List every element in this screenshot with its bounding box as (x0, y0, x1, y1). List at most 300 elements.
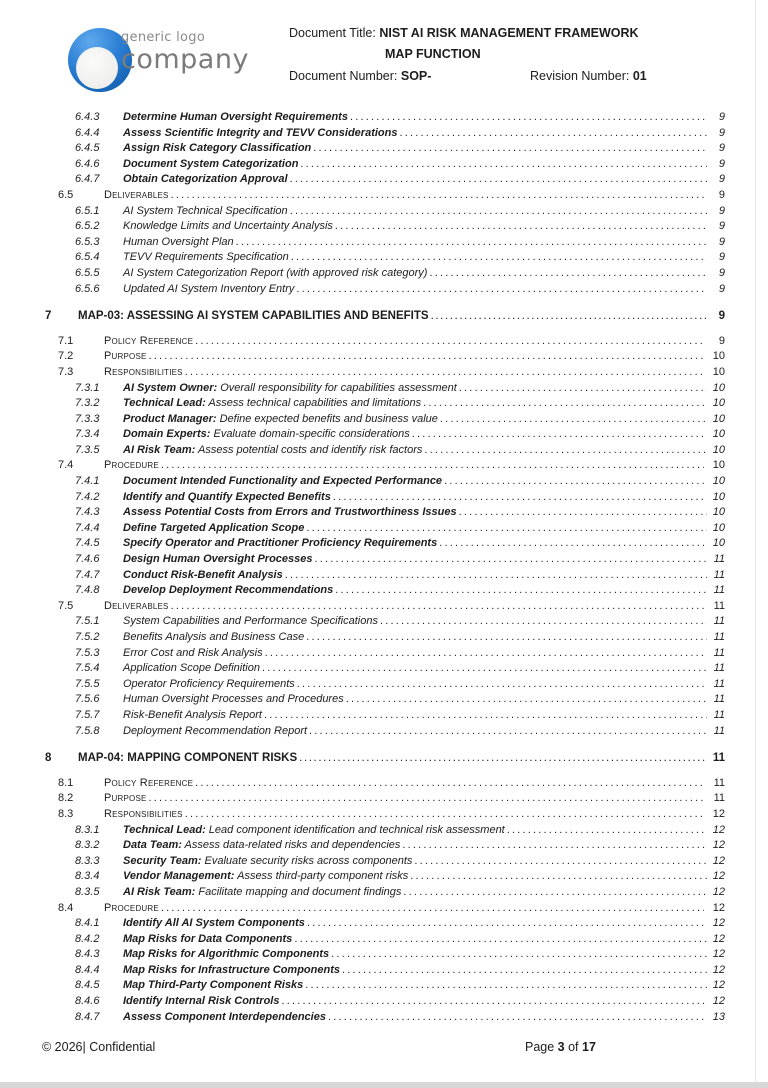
page-label: Page (525, 1040, 558, 1054)
toc-entry-title: Develop Deployment Recommendations (123, 584, 334, 597)
toc-entry-number: 8.4.4 (75, 963, 100, 976)
toc-page-number: 10 (712, 443, 725, 456)
toc-entry-title: Map Risks for Data Components (123, 932, 293, 945)
toc-entry-number: 8.4 (58, 901, 74, 914)
toc-dot-leader (313, 141, 707, 157)
toc-entry-title (123, 838, 400, 854)
toc-entry-title: Define Targeted Application Scope (123, 521, 305, 534)
toc-entry-number: 8.4.5 (75, 979, 100, 992)
toc-page-number: 10 (712, 397, 725, 410)
toc-entry-number: 6.5.6 (75, 282, 100, 295)
toc-entry-number: 6.4.5 (75, 142, 100, 155)
toc-entry-title: Human Oversight Plan (123, 235, 234, 248)
toc-entry-number: 8.4.2 (75, 932, 100, 945)
toc-page-number: 12 (712, 948, 725, 961)
toc-entry-title: AI System Categorization Report (with approved risk category) (123, 266, 428, 279)
toc-dot-leader (402, 838, 707, 854)
toc-entry-number: 7.4.7 (75, 568, 100, 581)
toc-entry-title: Conduct Risk-Benefit Analysis (123, 568, 283, 581)
toc-entry-number: 8.1 (58, 776, 74, 789)
toc-page-number: 11 (713, 792, 725, 805)
toc-page-number: 12 (712, 932, 725, 945)
copyright-text: © 2026| Confidential (42, 1040, 156, 1054)
toc-dot-leader (412, 427, 707, 443)
toc-entry-title: Procedure (104, 459, 159, 472)
toc-page-number: 10 (712, 521, 725, 534)
toc-page-number: 11 (713, 553, 725, 566)
toc-entry-title: Purpose (104, 350, 147, 363)
toc-entry-number: 7.3.2 (75, 397, 100, 410)
toc-entry-title: Deployment Recommendation Report (123, 724, 308, 737)
toc-entry-title: Document System Categorization (123, 157, 299, 170)
toc-entry[interactable] (45, 751, 725, 767)
toc-page-number: 10 (712, 490, 725, 503)
toc-entry-number: 7.1 (58, 334, 74, 347)
toc-dot-leader (331, 947, 707, 963)
toc-dot-leader (161, 458, 704, 474)
toc-page-number: 13 (712, 1010, 725, 1023)
toc-entry-title (123, 443, 422, 459)
document-header (0, 0, 768, 110)
toc-dot-leader (185, 365, 704, 381)
toc-entry-title: Responsibilities (104, 807, 183, 820)
toc-entry-title: Assign Risk Category Classification (123, 142, 312, 155)
toc-dot-leader (423, 396, 707, 412)
toc-entry-title: TEVV Requirements Specification (123, 251, 289, 264)
toc-entry-number: 6.4.4 (75, 126, 100, 139)
toc-entry[interactable] (45, 443, 725, 459)
toc-entry[interactable] (45, 1010, 725, 1026)
toc-entry-number: 7.3.1 (75, 381, 100, 394)
toc-entry-number: 6.5.4 (75, 251, 100, 264)
toc-entry-role: Product Manager: (123, 412, 217, 425)
toc-page-number: 9 (718, 220, 725, 233)
toc-entry-description: Assess third-party component risks (234, 870, 409, 883)
toc-entry[interactable] (45, 396, 725, 412)
toc-entry-number: 8.3.5 (75, 885, 100, 898)
toc-dot-leader (315, 552, 707, 568)
logo-inner-circle-icon (76, 47, 118, 89)
toc-dot-leader (335, 583, 707, 599)
toc-entry-title: Policy Reference (104, 334, 194, 347)
revision-number-label: Revision Number: (530, 69, 633, 83)
toc-dot-leader (350, 110, 707, 126)
company-logo (121, 31, 249, 73)
toc-dot-leader (149, 349, 704, 365)
toc-entry-title: Purpose (104, 792, 147, 805)
toc-entry-number: 8 (45, 752, 52, 765)
toc-entry[interactable] (45, 110, 725, 126)
toc-entry[interactable] (45, 677, 725, 693)
toc-entry[interactable] (45, 266, 725, 282)
toc-entry[interactable] (45, 219, 725, 235)
toc-dot-leader (424, 443, 707, 459)
toc-entry[interactable] (45, 458, 725, 474)
toc-page-number: 9 (718, 111, 725, 123)
toc-page-number: 11 (713, 776, 725, 789)
toc-dot-leader (333, 490, 707, 506)
toc-dot-leader (236, 235, 707, 251)
toc-page-number: 10 (712, 459, 725, 472)
toc-dot-leader (296, 282, 707, 298)
toc-entry[interactable] (45, 349, 725, 365)
toc-entry[interactable] (45, 791, 725, 807)
toc-entry-title: Map Risks for Infrastructure Components (123, 963, 340, 976)
toc-page-number: 11 (713, 646, 725, 659)
toc-entry[interactable] (45, 583, 725, 599)
toc-entry-number: 7.5.1 (75, 615, 100, 628)
toc-page-number: 10 (712, 428, 725, 441)
toc-dot-leader (264, 708, 707, 724)
toc-entry-number: 6.5 (58, 188, 74, 201)
toc-entry-title: Identify and Quantify Expected Benefits (123, 490, 331, 503)
toc-entry-number: 6.5.3 (75, 235, 100, 248)
toc-entry-description: Overall responsibility for capabilities assessment (217, 381, 457, 394)
toc-dot-leader (149, 791, 704, 807)
toc-page-number: 9 (718, 142, 725, 155)
toc-page-number: 10 (712, 475, 725, 488)
toc-entry-number: 7.4.4 (75, 521, 100, 534)
toc-entry-title: Determine Human Oversight Requirements (123, 111, 348, 123)
toc-dot-leader (294, 932, 707, 948)
toc-page-number: 12 (712, 901, 725, 914)
toc-entry[interactable] (45, 568, 725, 584)
toc-dot-leader (459, 381, 707, 397)
toc-page-number: 12 (712, 854, 725, 867)
toc-page-number: 9 (718, 235, 725, 248)
document-title-line (289, 26, 639, 40)
toc-dot-leader (328, 1010, 707, 1026)
toc-entry-number: 8.4.6 (75, 995, 100, 1008)
toc-entry-number: 7.4.3 (75, 506, 100, 519)
toc-page-number: 11 (713, 677, 725, 690)
toc-entry[interactable] (45, 381, 725, 397)
toc-dot-leader (309, 724, 707, 740)
toc-entry-title: Application Scope Definition (123, 662, 260, 675)
toc-page-number: 10 (712, 537, 725, 550)
toc-entry-title: Obtain Categorization Approval (123, 173, 288, 186)
toc-entry-number: 7.3 (58, 365, 74, 378)
toc-entry-number: 7.5 (58, 599, 74, 612)
toc-page-number: 12 (712, 823, 725, 836)
toc-entry-title: Procedure (104, 901, 159, 914)
toc-entry-title: Updated AI System Inventory Entry (123, 282, 295, 295)
toc-dot-leader (414, 854, 707, 870)
toc-entry[interactable] (45, 724, 725, 740)
toc-page-number: 10 (712, 350, 725, 363)
toc-entry-title: Operator Proficiency Requirements (123, 677, 295, 690)
toc-entry-title: Map Risks for Algorithmic Components (123, 948, 330, 961)
toc-dot-leader (410, 869, 707, 885)
toc-dot-leader (439, 536, 707, 552)
toc-entry-number: 7.4.1 (75, 475, 100, 488)
toc-entry-title: MAP-03: ASSESSING AI SYSTEM CAPABILITIES AND BENEFITS (78, 310, 429, 323)
toc-dot-leader (290, 172, 707, 188)
toc-dot-leader (444, 474, 707, 490)
toc-entry[interactable] (45, 994, 725, 1010)
toc-dot-leader (185, 807, 704, 823)
toc-entry-number: 7.4.6 (75, 553, 100, 566)
toc-entry-number: 8.2 (58, 792, 74, 805)
toc-entry-title: Responsibilities (104, 365, 183, 378)
toc-entry-number: 7.5.4 (75, 662, 100, 675)
toc-entry-title (123, 412, 438, 428)
toc-page-number: 12 (712, 807, 725, 820)
toc-entry-title: Deliverables (104, 188, 169, 201)
toc-page-number: 12 (712, 870, 725, 883)
toc-entry-number: 8.3 (58, 807, 74, 820)
toc-entry[interactable] (45, 505, 725, 521)
toc-entry-title: Deliverables (104, 599, 169, 612)
toc-entry[interactable] (45, 334, 725, 350)
toc-entry-number: 8.4.1 (75, 917, 100, 930)
toc-entry-title: System Capabilities and Performance Specifications (123, 615, 378, 628)
toc-entry[interactable] (45, 807, 725, 823)
toc-page-number: 12 (712, 839, 725, 852)
toc-dot-leader (171, 599, 704, 615)
toc-dot-leader (342, 963, 707, 979)
toc-page-number: 10 (712, 412, 725, 425)
toc-entry-number: 7.4.8 (75, 584, 100, 597)
toc-entry-title: Design Human Oversight Processes (123, 553, 313, 566)
toc-entry[interactable] (45, 776, 725, 792)
document-number-line (289, 69, 431, 83)
document-title-label: Document Title: (289, 26, 380, 40)
toc-entry[interactable] (45, 172, 725, 188)
toc-entry-description: Assess potential costs and identify risk factors (195, 443, 423, 456)
toc-entry[interactable] (45, 901, 725, 917)
toc-entry-title (123, 381, 457, 397)
toc-entry[interactable] (45, 599, 725, 615)
toc-entry[interactable] (45, 235, 725, 251)
toc-entry-role: Technical Lead: (123, 823, 206, 836)
toc-entry-role: AI Risk Team: (123, 885, 196, 898)
toc-entry-role: Security Team: (123, 854, 202, 867)
toc-entry-title (123, 823, 505, 839)
toc-entry[interactable] (45, 947, 725, 963)
toc-dot-leader (429, 266, 707, 282)
toc-entry-number: 7.5.5 (75, 677, 100, 690)
page-indicator (525, 1040, 596, 1054)
toc-page-number: 9 (718, 310, 725, 323)
toc-entry-number: 6.5.1 (75, 204, 100, 217)
toc-page-number: 9 (718, 251, 725, 264)
toc-dot-leader (459, 505, 707, 521)
logo-company-name: company (121, 44, 249, 75)
toc-entry-title (123, 885, 401, 901)
toc-entry-number: 7.5.3 (75, 646, 100, 659)
toc-entry-role: Data Team: (123, 839, 182, 852)
toc-page-number: 12 (712, 917, 725, 930)
toc-dot-leader (440, 412, 707, 428)
toc-page-number: 11 (713, 693, 725, 706)
toc-entry-number: 7.2 (58, 350, 74, 363)
toc-entry-description: Evaluate domain-specific considerations (210, 428, 410, 441)
toc-page-number: 9 (718, 282, 725, 295)
toc-entry[interactable] (45, 490, 725, 506)
toc-entry[interactable] (45, 412, 725, 428)
toc-page-number: 10 (712, 506, 725, 519)
toc-entry-number: 6.5.2 (75, 220, 100, 233)
toc-page-number: 9 (718, 157, 725, 170)
page-right-edge (755, 0, 756, 1082)
toc-dot-leader (306, 630, 707, 646)
toc-entry-title: Knowledge Limits and Uncertainty Analysis (123, 220, 333, 233)
toc-entry-number: 7.5.2 (75, 631, 100, 643)
logo-tagline: generic logo (121, 30, 206, 45)
toc-entry-title: Error Cost and Risk Analysis (123, 646, 263, 659)
toc-entry[interactable] (45, 365, 725, 381)
toc-entry[interactable] (45, 978, 725, 994)
toc-dot-leader (403, 885, 707, 901)
toc-entry-title (123, 854, 412, 870)
toc-dot-leader (299, 751, 707, 767)
toc-entry[interactable] (45, 157, 725, 173)
toc-entry-number: 6.4.7 (75, 173, 100, 186)
toc-entry-number: 6.4.3 (75, 111, 100, 123)
toc-dot-leader (262, 661, 707, 677)
toc-entry-title: MAP-04: MAPPING COMPONENT RISKS (78, 752, 298, 765)
toc-entry-number: 8.3.1 (75, 823, 100, 836)
toc-entry[interactable] (45, 869, 725, 885)
toc-page-number: 12 (712, 885, 725, 898)
toc-entry-number: 6.5.5 (75, 266, 100, 279)
toc-entry-description: Assess data-related risks and dependencies (181, 839, 401, 852)
toc-dot-leader (307, 916, 707, 932)
revision-number: 01 (632, 69, 647, 83)
toc-entry[interactable] (45, 250, 725, 266)
toc-dot-leader (399, 126, 707, 142)
toc-entry-number: 7.4.5 (75, 537, 100, 550)
toc-entry-description: Evaluate security risks across components (201, 854, 413, 867)
toc-page-number: 11 (713, 615, 725, 628)
toc-page-number: 11 (713, 631, 725, 643)
document-number-label: Document Number: (289, 69, 401, 83)
toc-entry-role: Technical Lead: (123, 397, 206, 410)
document-title: NIST AI RISK MANAGEMENT FRAMEWORK (379, 26, 639, 40)
toc-entry-title: Specify Operator and Practitioner Proficiency Requirements (123, 537, 438, 550)
toc-page-number: 11 (713, 568, 725, 581)
toc-entry[interactable] (45, 536, 725, 552)
toc-entry[interactable] (45, 692, 725, 708)
toc-dot-leader (346, 692, 707, 708)
toc-dot-leader (290, 204, 707, 220)
toc-page-number: 9 (718, 334, 725, 347)
toc-entry-role: Vendor Management: (123, 870, 235, 883)
toc-page-number: 11 (713, 599, 725, 612)
toc-entry-title: Human Oversight Processes and Procedures (123, 693, 344, 706)
toc-entry[interactable] (45, 521, 725, 537)
toc-entry[interactable] (45, 614, 725, 630)
toc-entry-title: Assess Potential Costs from Errors and Trustworthiness Issues (123, 506, 457, 519)
document-title-line2: MAP FUNCTION (385, 47, 481, 61)
toc-entry[interactable] (45, 963, 725, 979)
toc-entry-role: AI Risk Team: (123, 443, 196, 456)
toc-entry-title (123, 396, 421, 412)
toc-entry[interactable] (45, 646, 725, 662)
toc-entry[interactable] (45, 474, 725, 490)
toc-entry-title: Map Third-Party Component Risks (123, 979, 304, 992)
toc-dot-leader (265, 646, 707, 662)
toc-dot-leader (285, 568, 707, 584)
toc-entry-title: Assess Component Interdependencies (123, 1010, 326, 1023)
toc-entry[interactable] (45, 427, 725, 443)
toc-page-number: 10 (712, 381, 725, 394)
toc-entry-number: 8.4.7 (75, 1010, 100, 1023)
toc-entry-title: Identify Internal Risk Controls (123, 995, 280, 1008)
page-current: 3 (557, 1040, 565, 1054)
toc-page-number: 9 (718, 173, 725, 186)
page-of-label: of (564, 1040, 582, 1054)
toc-entry-title: Policy Reference (104, 776, 194, 789)
toc-dot-leader (507, 823, 707, 839)
toc-entry[interactable] (45, 141, 725, 157)
table-of-contents (45, 110, 725, 1025)
toc-entry-number: 6.4.6 (75, 157, 100, 170)
toc-entry-number: 8.3.4 (75, 870, 100, 883)
toc-entry[interactable] (45, 630, 725, 646)
toc-page-number: 11 (712, 752, 725, 765)
toc-entry[interactable] (45, 854, 725, 870)
toc-entry-number: 7.5.7 (75, 708, 100, 721)
toc-entry[interactable] (45, 188, 725, 204)
toc-entry-number: 7.3.5 (75, 443, 100, 456)
toc-entry-title: Assess Scientific Integrity and TEVV Considerations (123, 126, 398, 139)
toc-page-number: 9 (718, 126, 725, 139)
toc-dot-leader (171, 188, 704, 204)
toc-entry[interactable] (45, 552, 725, 568)
toc-entry-number: 7.3.4 (75, 428, 100, 441)
toc-page-number: 9 (718, 204, 725, 217)
toc-entry[interactable] (45, 204, 725, 220)
toc-dot-leader (297, 677, 707, 693)
toc-dot-leader (291, 250, 707, 266)
toc-entry-description: Define expected benefits and business value (216, 412, 438, 425)
toc-entry-number: 7.3.3 (75, 412, 100, 425)
toc-page-number: 10 (712, 365, 725, 378)
toc-entry[interactable] (45, 916, 725, 932)
toc-entry[interactable] (45, 838, 725, 854)
toc-entry[interactable] (45, 661, 725, 677)
toc-page-number: 11 (713, 662, 725, 675)
toc-entry-number: 7.4.2 (75, 490, 100, 503)
toc-dot-leader (306, 521, 707, 537)
revision-number-line (530, 69, 647, 83)
toc-dot-leader (300, 157, 707, 173)
toc-dot-leader (195, 776, 704, 792)
document-number: SOP- (400, 69, 432, 83)
toc-dot-leader (195, 334, 704, 350)
toc-entry[interactable] (45, 282, 725, 298)
toc-entry-title (123, 427, 410, 443)
toc-entry-number: 7.5.6 (75, 693, 100, 706)
page-bottom-edge (0, 1082, 768, 1088)
toc-entry[interactable] (45, 823, 725, 839)
toc-entry[interactable] (45, 885, 725, 901)
toc-dot-leader (380, 614, 707, 630)
toc-entry[interactable] (45, 309, 725, 325)
toc-entry[interactable] (45, 126, 725, 142)
toc-entry-description: Facilitate mapping and document findings (195, 885, 402, 898)
toc-page-number: 11 (713, 724, 725, 737)
toc-entry[interactable] (45, 708, 725, 724)
toc-entry-role: AI System Owner: (123, 381, 218, 394)
toc-entry-title: Benefits Analysis and Business Case (123, 631, 305, 643)
toc-entry[interactable] (45, 932, 725, 948)
toc-page-number: 11 (713, 708, 725, 721)
toc-dot-leader (161, 901, 704, 917)
toc-entry-number: 8.3.2 (75, 839, 100, 852)
